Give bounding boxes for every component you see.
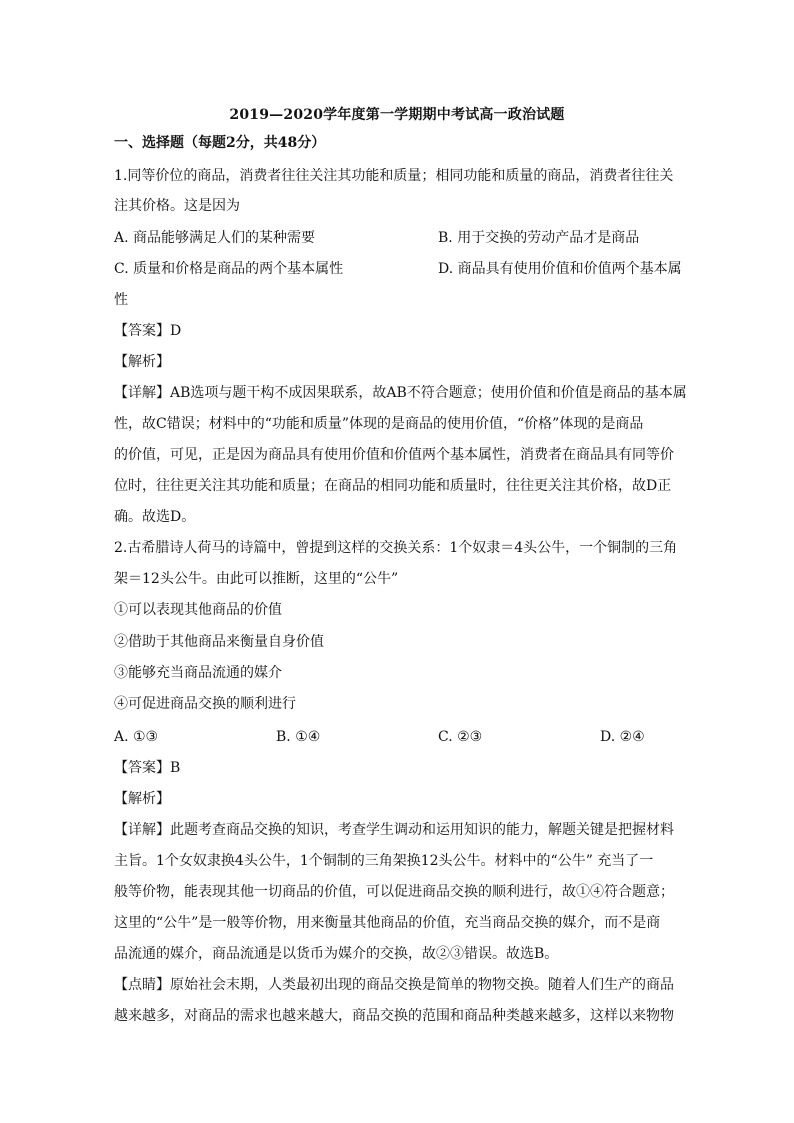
q2-detail-line-1: 【详解】此题考查商品交换的知识，考查学生调动和运用知识的能力，解题关键是把握材料	[114, 822, 674, 838]
q1-analysis-heading: 【解析】	[114, 354, 170, 370]
q2-detail-line-2: 主旨。1个女奴隶换4头公牛，1个铜制的三角架换12头公牛。材料中的“公牛” 充当了一	[114, 853, 654, 869]
q2-item-2: ②借助于其他商品来衡量自身价值	[114, 634, 324, 650]
q1-detail-line-3: 的价值，可见，正是因为商品具有使用价值和价值两个基本属性，消费者在商品具有同等价	[114, 447, 674, 463]
q1-detail-line-4: 位时，往往更关注其功能和质量；在商品的相同功能和质量时，往往更关注其价格，故D正	[114, 478, 672, 494]
q2-detail-line-4: 这里的“公牛”是一般等价物，用来衡量其他商品的价值，充当商品交换的媒介，而不是商	[114, 915, 661, 931]
q1-answer: 【答案】D	[114, 323, 182, 339]
q2-option-c: C. ②③	[438, 729, 483, 745]
q1-detail-line-1: 【详解】AB选项与题干构不成因果联系，故AB不符合题意；使用价值和价值是商品的基本属	[114, 385, 687, 401]
q2-item-3: ③能够充当商品流通的媒介	[114, 665, 282, 681]
section-heading: 一、选择题（每题2分，共48分）	[114, 135, 326, 151]
q1-detail-line-2: 性，故C错误；材料中的“功能和质量”体现的是商品的使用价值，“价格”体现的是商品	[114, 416, 644, 432]
q2-point-line-2: 越来越多，对商品的需求也越来越大，商品交换的范围和商品种类越来越多，这样以来物物	[114, 1008, 674, 1024]
q2-point-line-1: 【点睛】原始社会末期，人类最初出现的商品交换是简单的物物交换。随着人们生产的商品	[114, 977, 674, 993]
q2-stem-line-1: 2.古希腊诗人荷马的诗篇中，曾提到这样的交换关系：1个奴隶＝4头公牛，一个铜制的三角	[114, 540, 678, 556]
q2-item-1: ①可以表现其他商品的价值	[114, 602, 282, 618]
q1-option-d-continued: 性	[114, 292, 128, 308]
q2-option-a: A. ①③	[114, 729, 159, 745]
q2-option-b: B. ①④	[276, 729, 321, 745]
q1-option-a: A. 商品能够满足人们的某种需要	[114, 230, 316, 246]
q2-option-d: D. ②④	[600, 729, 645, 745]
q1-option-b: B. 用于交换的劳动产品才是商品	[438, 230, 640, 246]
q2-answer: 【答案】B	[114, 760, 181, 776]
q1-option-d: D. 商品具有使用价值和价值两个基本属	[438, 261, 682, 277]
q1-option-c: C. 质量和价格是商品的两个基本属性	[114, 261, 344, 277]
exam-title: 2019—2020学年度第一学期期中考试高一政治试题	[229, 107, 565, 123]
q2-stem-line-2: 架＝12头公牛。由此可以推断，这里的“公牛”	[114, 571, 399, 587]
q2-detail-line-3: 般等价物，能表现其他一切商品的价值，可以促进商品交换的顺利进行，故①④符合题意；	[114, 884, 674, 900]
q2-item-4: ④可促进商品交换的顺利进行	[114, 696, 296, 712]
q1-stem-line-2: 注其价格。这是因为	[114, 198, 240, 214]
q2-detail-line-5: 品流通的媒介，商品流通是以货币为媒介的交换，故②③错误。故选B。	[114, 946, 559, 962]
q1-stem-line-1: 1.同等价位的商品，消费者往往关注其功能和质量；相同功能和质量的商品，消费者往往关	[114, 168, 674, 184]
q2-analysis-heading: 【解析】	[114, 791, 170, 807]
q1-detail-line-5: 确。故选D。	[114, 509, 196, 525]
